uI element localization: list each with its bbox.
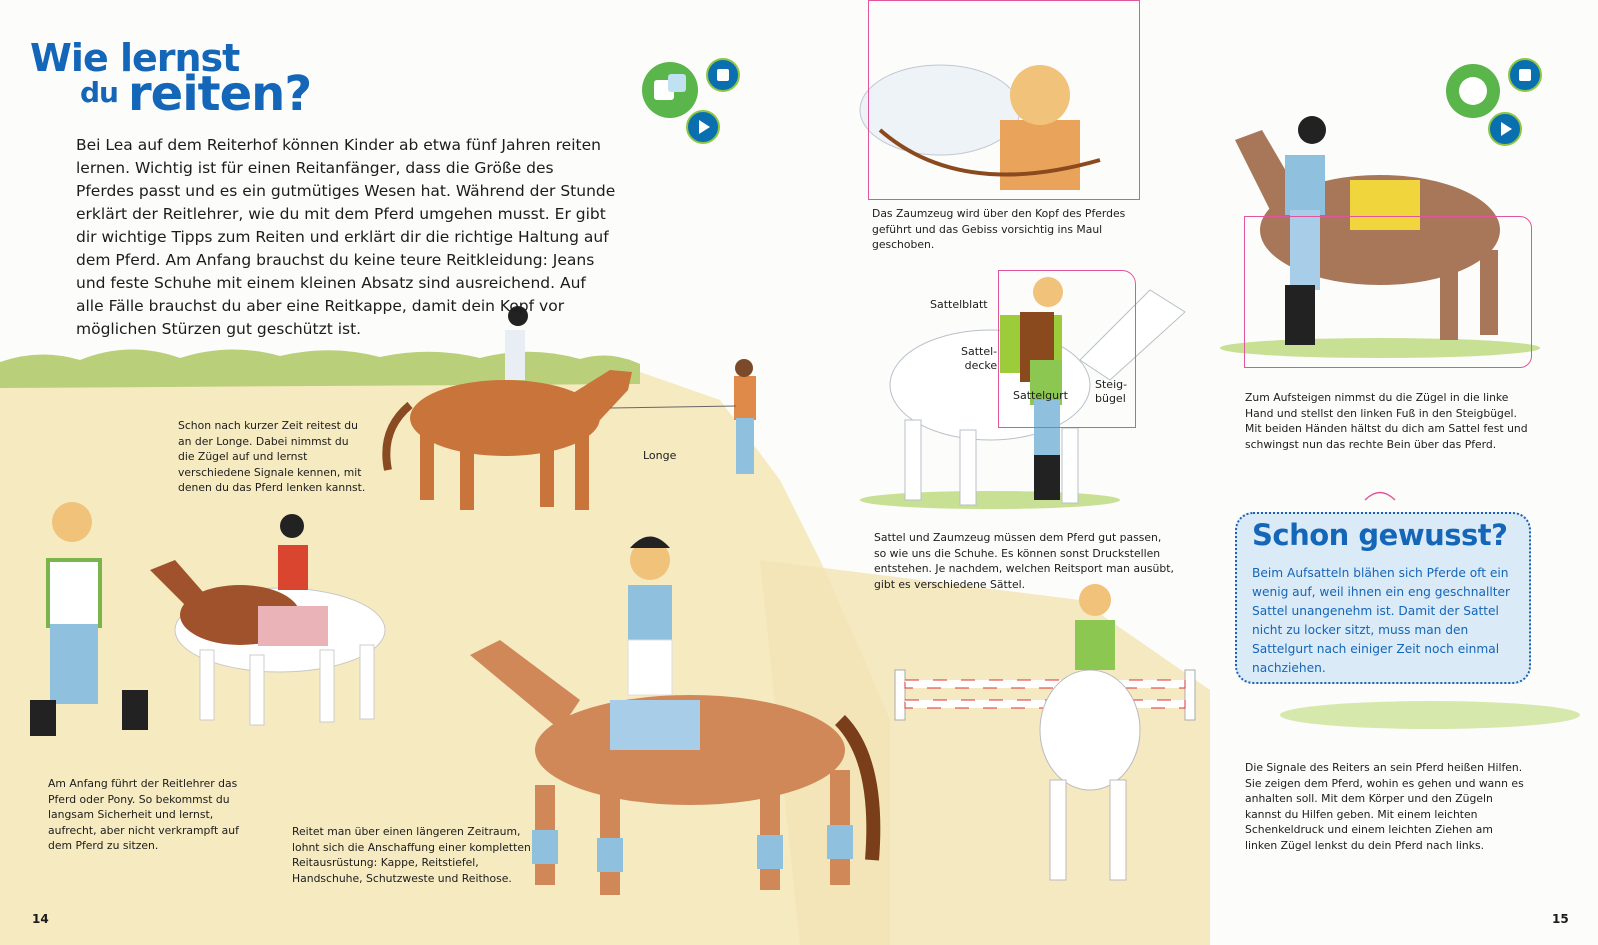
- play-button[interactable]: [686, 110, 720, 144]
- page-number-right: 15: [1552, 912, 1569, 926]
- stop-icon: [1519, 69, 1531, 81]
- caption-ausruestung: Reitet man über einen längeren Zeitraum, lohnt sich die Anschaffung einer kompletten Reitausrüstung: Kappe, Reitstiefel, Handschuhe, Schutzweste und Reithose.: [292, 825, 531, 885]
- caption-sattel: Sattel und Zaumzeug müssen dem Pferd gut passen, so wie uns die Schuhe. Es können sonst Druckstellen entstehen. Je nachdem, welchen Reitsport man ausübt, gibt es verschiedene Sättel.: [874, 531, 1174, 591]
- label-sattelgurt: Sattelgurt: [1013, 389, 1068, 402]
- intro-paragraph: Bei Lea auf dem Reiterhof können Kinder ab etwa fünf Jahren reiten lernen. Wichtig ist für einen Reitanfänger, dass die Größe des Pferdes passt und es ein gutmütiges Wesen hat. Während der Stunde erklärt der Reitlehrer, wie du mit dem Pferd umgehen musst. Er gibt dir wichtige Tipps zum Reiten und erklärt dir die richtige Haltung auf dem Pferd. Am Anfang brauchst du keine teure Reitkleidung: Jeans und feste Schuhe mit einem kleinen Absatz sind ausreichend. Auf alle Fälle brauchst du aber eine Reitkappe, damit dein Kopf vor möglichen Stürzen gut geschützt ist.: [76, 136, 616, 338]
- label-sattelblatt: Sattelblatt: [930, 298, 988, 311]
- play-button-right[interactable]: [1488, 112, 1522, 146]
- page-number-left: 14: [32, 912, 49, 926]
- globe-hub[interactable]: [1436, 40, 1556, 150]
- play-icon: [699, 120, 710, 134]
- play-icon: [1501, 122, 1512, 136]
- caption-aufsteigen: Zum Aufsteigen nimmst du die Zügel in die linke Hand und stellst den linken Fuß in den Steigbügel. Mit beiden Händen hältst du dich am Sattel fest und schwingst nun das rechte Bein über das Pferd.: [1245, 391, 1528, 451]
- caption-zaumzeug: Das Zaumzeug wird über den Kopf des Pferdes geführt und das Gebiss vorsichtig ins Maul geschoben.: [872, 207, 1126, 252]
- caption-hilfen: Die Signale des Reiters an sein Pferd heißen Hilfen. Sie zeigen dem Pferd, wohin es gehen und wann es anhalten soll. Mit dem Körper und den Zügeln kannst du Hilfen geben. Mit einem leichten Schenkeldruck und einem leichten Ziehen am linken Zügel lenkst du dein Pferd nach links.: [1245, 761, 1524, 852]
- caption-longe: Schon nach kurzer Zeit reitest du an der Longe. Dabei nimmst du die Zügel auf und lernst verschiedene Signale kennen, mit denen du das Pferd lenken kannst.: [178, 419, 366, 495]
- label-longe: Longe: [643, 449, 677, 462]
- caption-anfang: Am Anfang führt der Reitlehrer das Pferd oder Pony. So bekommst du langsam Sicherheit und lernst, aufrecht, aber nicht verkrampft auf dem Pferd zu sitzen.: [48, 777, 239, 853]
- label-satteldecke: Sattel- decke: [961, 345, 998, 372]
- info-box-title: Schon gewusst?: [1252, 518, 1508, 552]
- mounting-detail-frame: [1244, 216, 1532, 368]
- page-title-du: du: [80, 76, 118, 109]
- globe-icon[interactable]: [1446, 64, 1500, 118]
- stop-icon: [717, 69, 729, 81]
- stop-button[interactable]: [706, 58, 740, 92]
- stop-button-right[interactable]: [1508, 58, 1542, 92]
- info-box-text: Beim Aufsatteln blähen sich Pferde oft ein wenig auf, weil ihnen ein eng geschnallter Sattel unangenehm ist. Damit der Sattel nicht zu locker sitzt, muss man den Sattelgurt nach einiger Zeit noch einmal nachziehen.: [1252, 566, 1511, 675]
- page-title-reiten: reiten?: [128, 66, 312, 122]
- label-steigbuegel: Steig- bügel: [1095, 378, 1128, 405]
- bridle-image-frame: [868, 0, 1140, 200]
- page-title-line1: Wie lernst: [30, 36, 240, 80]
- dice-hub[interactable]: [630, 40, 750, 150]
- dice-icon[interactable]: [642, 62, 698, 118]
